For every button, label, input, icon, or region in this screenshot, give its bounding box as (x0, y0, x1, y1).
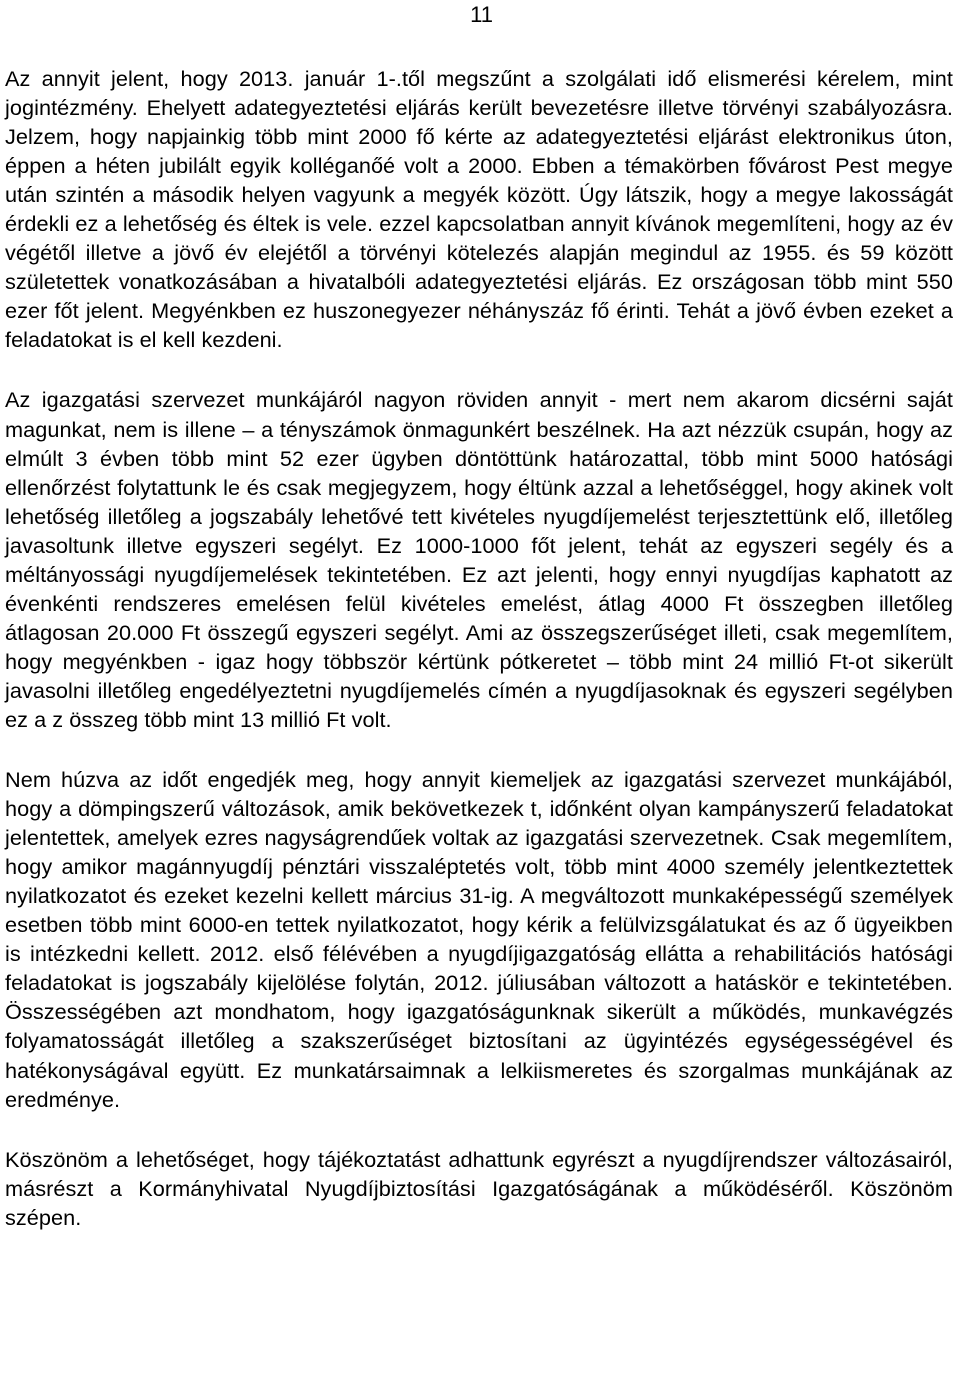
paragraph-campaign-tasks: Nem húzva az időt engedjék meg, hogy annyit kiemeljek az igazgatási szervezet munkájából, hogy a dömpingszerű változások, amik bekövetkezek t, időnként olyan kampányszerű feladatokat jelentettek, amelyek ezres nagyságrendűek voltak az igazgatási szervezetnek. Csak megemlítem, hogy amikor magánnyugdíj pénztári visszaléptetés volt, több mint 4000 személy jelentkeztettek nyilatkozatot és ezeket kezelni kellett március 31-ig. A megváltozott munkaképességű személyek esetben több mint 6000-en tettek nyilatkozatot, hogy kérik a felülvizsgálatukat és az ő ügyeikben is intézkedni kellett. 2012. első félévében a nyugdíjigazgatóság ellátta a rehabilitációs hatósági feladatokat is jogszabály kijelölése folytán, 2012. júliusában változott a hatáskör e tekintetében. Összességében azt mondhatom, hogy igazgatóságunknak sikerült a működés, munkavégzés folyamatosságát illetőleg a szakszerűséget biztosítani az ügyintézés egységességével és hatékonyságával együtt. Ez munkatársaimnak a lelkiismeretes és szorgalmas munkájának az eredménye. (5, 767, 953, 1112)
paragraph-closing-thanks: Köszönöm a lehetőséget, hogy tájékoztatást adhattunk egyrészt a nyugdíjrendszer változásairól, másrészt a Kormányhivatal Nyugdíjbiztosítási Igazgatóságának a működéséről. Köszönöm szépen. (5, 1146, 953, 1230)
document-body (5, 64, 953, 1232)
page-number: 11 (470, 2, 493, 27)
paragraph-data-reconciliation: Az annyit jelent, hogy 2013. január 1-.től megszűnt a szolgálati idő elismerési kérelem, mint jogintézmény. Ehelyett adategyeztetési eljárás került bevezetésre illetve törvényi szabályozásra. Jelzem, hogy napjainkig több mint 2000 fő kérte az adategyeztetési eljárást elektronikus úton, éppen a héten jubilált egyik kolléganőé volt a 2000. Ebben a témakörben fővárost Pest megye után szintén a második helyen vagyunk a megyék között. Úgy látszik, hogy a megye lakosságát érdekli ez a lehetőség és éltek is vele. ezzel kapcsolatban annyit kívánok megemlíteni, hogy az év végétől illetve a jövő év elejétől a törvényi kötelezés alapján megindul az 1955. és 59 között születettek vonatkozásában a hivatalbóli adategyeztetési eljárás. Ez országosan több mint 550 ezer főt jelent. Megyénkben ez huszonegyezer néhányszáz fő érinti. Tehát a jövő évben ezeket a feladatokat is el kell kezdeni. (5, 66, 953, 353)
paragraph-administration-work: Az igazgatási szervezet munkájáról nagyon röviden annyit - mert nem akarom dicsérni saját magunkat, nem is illene – a tényszámok önmagunkért beszélnek. Ha azt nézzük csupán, hogy az elmúlt 3 évben több mint 52 ezer ügyben döntöttünk határozattal, több mint 5000 hatósági ellenőrzést folytattunk le és csak megjegyzem, hogy éltünk azzal a lehetőséggel, hogy akinek volt lehetőség illetőleg a jogszabály lehetővé tett kivételes nyugdíjemelést terjesztettünk elő, illetőleg javasoltunk illetve egyszeri segélyt. Ez 1000-1000 főt jelent, tehát az egyszeri segély és a méltányossági nyugdíjemelések tekintetében. Ez azt jelenti, hogy ennyi nyugdíjas kaphatott az évenkénti rendszeres emelésen felül kivételes emelést, átlag 4000 Ft összegben illetőleg átlagosan 20.000 Ft összegű egyszeri segélyt. Ami az összegszerűséget illeti, csak megemlítem, hogy megyénkben - igaz hogy többször kértünk pótkeretet – több mint 24 millió Ft-ot sikerült javasolni illetőleg engedélyeztetni nyugdíjemelés címén a nyugdíjasoknak és egyszeri segélyben ez a z összeg több mint 13 millió Ft volt. (5, 387, 953, 732)
